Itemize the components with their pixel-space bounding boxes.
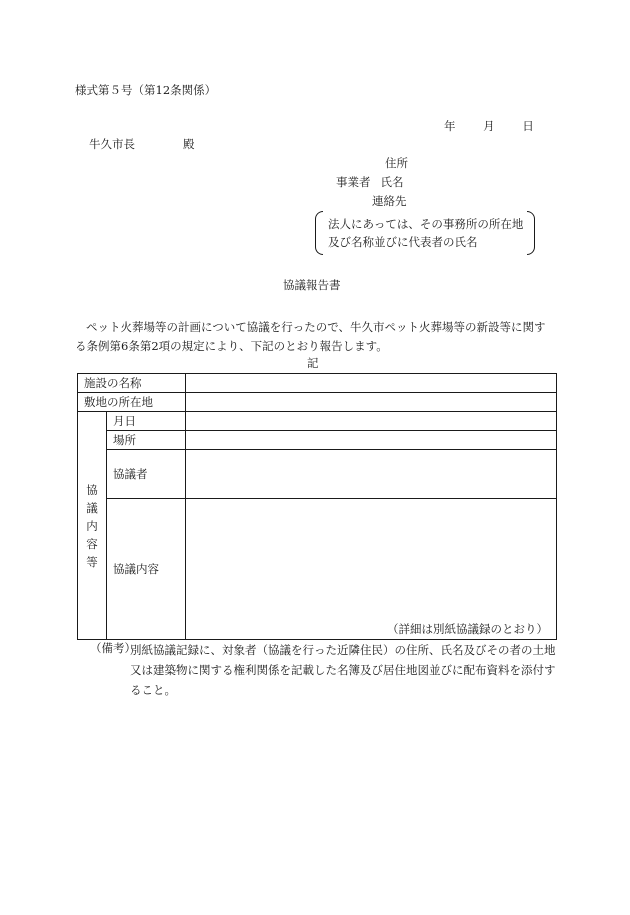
table-row bbox=[78, 393, 557, 412]
record-table bbox=[77, 373, 557, 640]
table-row bbox=[78, 374, 557, 393]
applicant-name-row bbox=[336, 174, 404, 190]
remarks-text: 別紙協議記録に、対象者（協議を行った近隣住民）の住所、氏名及びその者の土地又は建築物に関する権利関係を記載した名簿及び居住地図並びに配布資料を添付すること。 bbox=[130, 643, 556, 697]
date-label: 月日 bbox=[107, 412, 186, 431]
date-day: 日 bbox=[522, 119, 534, 133]
table-row bbox=[78, 412, 557, 431]
parties-value bbox=[186, 450, 557, 499]
content-value bbox=[186, 499, 557, 640]
consultation-group-text: 協議内容等 bbox=[86, 482, 98, 569]
site-location-value bbox=[186, 393, 557, 412]
parties-label: 協議者 bbox=[107, 450, 186, 499]
date-year: 年 bbox=[444, 119, 456, 133]
corporate-note-text bbox=[328, 215, 523, 251]
contact-label: 連絡先 bbox=[372, 194, 407, 208]
addressee-suffix: 殿 bbox=[183, 137, 195, 151]
left-bracket bbox=[315, 211, 323, 255]
role-label: 事業者 bbox=[336, 175, 371, 189]
facility-name-value bbox=[186, 374, 557, 393]
remarks-label: （備考） bbox=[90, 641, 136, 655]
date-line bbox=[444, 118, 534, 134]
detail-note: （詳細は別紙協議録のとおり） bbox=[387, 622, 548, 636]
corporate-note-line-2: 及び名称並びに代表者の氏名 bbox=[328, 235, 478, 249]
body-text: ペット火葬場等の計画について協議を行ったので、牛久市ペット火葬場等の新設等に関する条例第6条第2項の規定により、下記のとおり報告します。 bbox=[75, 320, 546, 353]
table-row bbox=[78, 499, 557, 640]
ki-label: 記 bbox=[307, 356, 319, 370]
right-bracket bbox=[527, 211, 535, 255]
address-label: 住所 bbox=[385, 156, 408, 170]
content-label: 協議内容 bbox=[107, 499, 186, 640]
addressee bbox=[89, 136, 195, 152]
addressee-name: 牛久市長 bbox=[89, 137, 135, 151]
document-title: 協議報告書 bbox=[283, 278, 341, 292]
date-month: 月 bbox=[483, 119, 495, 133]
place-value bbox=[186, 431, 557, 450]
facility-name-label: 施設の名称 bbox=[78, 374, 186, 393]
corporate-note bbox=[315, 211, 535, 255]
place-label: 場所 bbox=[107, 431, 186, 450]
table-row bbox=[78, 450, 557, 499]
site-location-label: 敷地の所在地 bbox=[78, 393, 186, 412]
name-label: 氏名 bbox=[380, 175, 404, 189]
date-value bbox=[186, 412, 557, 431]
consultation-group-label bbox=[78, 412, 107, 640]
form-number: 様式第５号（第12条関係） bbox=[75, 83, 217, 97]
table-row bbox=[78, 431, 557, 450]
corporate-note-line-1: 法人にあっては、その事務所の所在地 bbox=[328, 217, 524, 231]
